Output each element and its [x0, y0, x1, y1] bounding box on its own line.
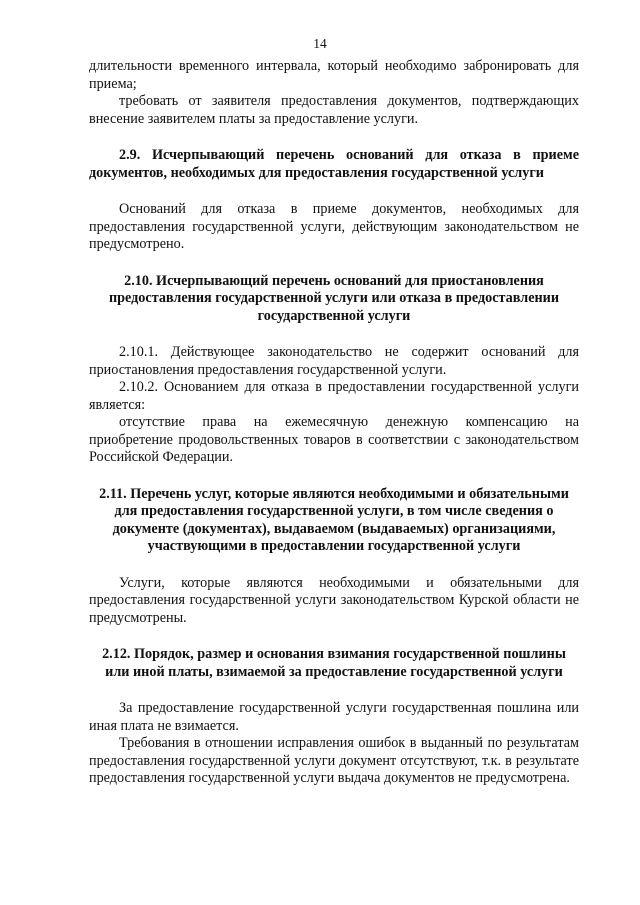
section-2-12-paragraph-2: Требования в отношении исправления ошибок в выданный по результатам предоставления государственной услуги документ отсутствуют, т.к. в результате предоставления государственной услуги выдача документов не предусмотрена.: [89, 735, 579, 786]
page-content: [89, 58, 579, 788]
section-2-12-heading: 2.12. Порядок, размер и основания взимания государственной пошлины или иной платы, взимаемой за предоставление государственной услуги: [102, 646, 566, 680]
section-2-9-paragraph: Оснований для отказа в приеме документов, необходимых для предоставления государственной услуги, действующим законодательством не предусмотрено.: [89, 201, 579, 252]
section-2-11-paragraph: Услуги, которые являются необходимыми и обязательными для предоставления государственной услуги законодательством Курской области не предусмотрены.: [89, 574, 579, 626]
intro-paragraph-1: длительности временного интервала, который необходимо забронировать для приема;: [89, 58, 579, 92]
section-2-12-paragraph-1: За предоставление государственной услуги государственная пошлина или иная плата не взимается.: [89, 700, 579, 734]
section-2-10-paragraph-3: отсутствие права на ежемесячную денежную компенсацию на приобретение продовольственных товаров в соответствии с законодательством Российской Федерации.: [89, 414, 579, 465]
section-2-10-paragraph-2: 2.10.2. Основанием для отказа в предоставлении государственной услуги является:: [89, 379, 579, 413]
section-2-11-heading: 2.11. Перечень услуг, которые являются необходимыми и обязательными для предоставления государственной услуги, в том числе сведения о документе (документах), выдаваемом (выдаваемых) организациями, участвующими в предоставлении государственной услуги: [99, 485, 569, 554]
section-2-10-heading: 2.10. Исчерпывающий перечень оснований для приостановления предоставления государственной услуги или отказа в предоставлении государственной услуги: [108, 272, 560, 324]
section-2-9-heading: 2.9. Исчерпывающий перечень оснований для отказа в приеме документов, необходимых для предоставления государственной услуги: [89, 147, 579, 181]
page-number: 14: [313, 36, 327, 51]
intro-paragraph-2: требовать от заявителя предоставления документов, подтверждающих внесение заявителем платы за предоставление услуги.: [89, 93, 579, 127]
section-2-10-paragraph-1: 2.10.1. Действующее законодательство не содержит оснований для приостановления предоставления государственной услуги.: [89, 344, 579, 378]
